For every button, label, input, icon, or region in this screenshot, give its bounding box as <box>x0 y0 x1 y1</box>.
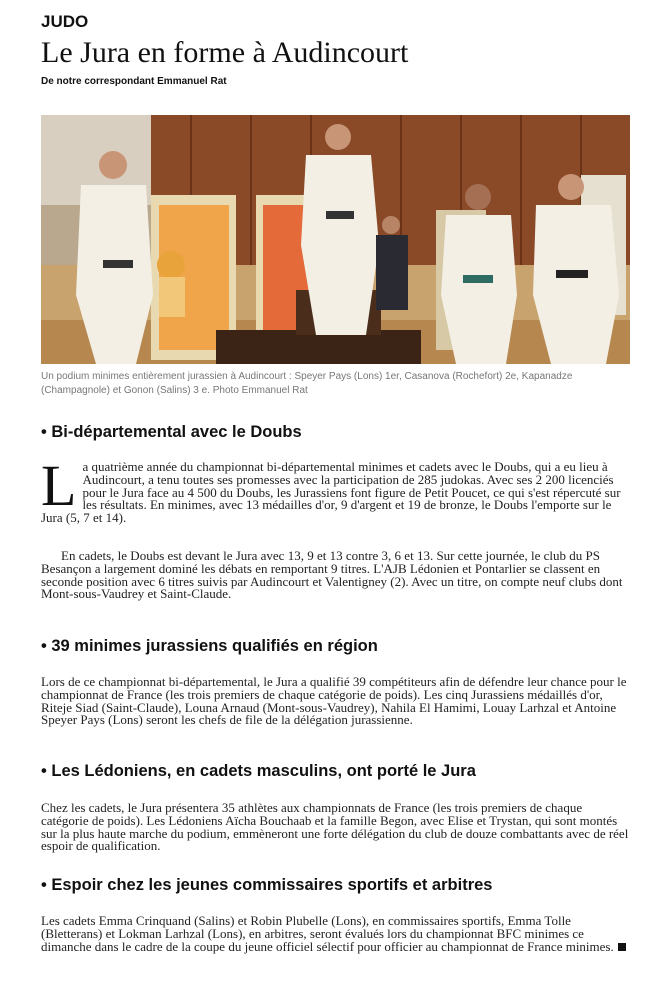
drop-cap: L <box>41 453 77 518</box>
section-1-paragraph-1-text: a quatrième année du championnat bi-départemental minimes et cadets avec le Doubs, qui a eu lieu à Audincourt, a tenu toutes ses promesses avec la participation de 285 judokas. Avec ses 2 200 licenciés pour le Jura face au 4 500 du Doubs, les Jurassiens font figure de Petit Poucet, ce qui s'est répercuté sur les résultats. En minimes, avec 13 médailles d'or, 9 d'argent et 19 de bronze, le Doubs l'emporte sur le Jura (5, 7 et 14). <box>41 459 621 526</box>
end-of-article-mark <box>618 943 626 951</box>
section-2-paragraph-1: Lors de ce championnat bi-départemental, le Jura a qualifié 39 compétiteurs afin de défendre leur chance pour le championnat de France (les trois premiers de chaque catégorie de poids). Les cinq Jurassiens médaillés d'or, Riteje Siad (Saint-Claude), Louna Arnaud (Mont-sous-Vaudrey), Nahila El Hamimi, Louay Larhzal et Antoine Speyer Pays (Lons) seront les chefs de file de la délégation jurassienne. <box>41 674 627 728</box>
section-heading-bi-departemental: • Bi-départemental avec le Doubs <box>41 423 302 441</box>
section-1-paragraph-2: En cadets, le Doubs est devant le Jura avec 13, 9 et 13 contre 3, 6 et 13. Sur cette journée, le club du PS Besançon a largement dominé les débats en remportant 9 titres. L'AJB Lédonien et Pontarlier se classent en seconde position avec 6 titres suivis par Audincourt et Valentigney (2). Avec un titre, on compte neuf clubs dont Mont-sous-Vaudrey et Saint-Claude. <box>41 548 623 602</box>
section-4-paragraph-1 <box>41 915 631 953</box>
photo-caption: Un podium minimes entièrement jurassien à Audincourt : Speyer Pays (Lons) 1er, Casanova (Rochefort) 2e, Kapanadze (Champagnole) et Gonon (Salins) 3 e. Photo Emmanuel Rat <box>41 371 573 396</box>
section-heading-jeunes-commissaires: • Espoir chez les jeunes commissaires sportifs et arbitres <box>41 876 493 894</box>
section-3-paragraph-1: Chez les cadets, le Jura présentera 35 athlètes aux championnats de France (les trois premiers de chaque catégorie de poids). Les Lédoniens Aïcha Bouchaab et la famille Begon, avec Elise et Trystan, qui sont montés sur la plus haute marche du podium, emmèneront une forte délégation du club de douze combattants avec de réel espoir de qualification. <box>41 800 629 854</box>
article-byline: De notre correspondant Emmanuel Rat <box>41 76 227 87</box>
podium-photo <box>41 115 630 364</box>
section-1-paragraph-1 <box>41 453 631 526</box>
section-heading-ledoniens-cadets: • Les Lédoniens, en cadets masculins, ont porté le Jura <box>41 762 476 780</box>
article-title: Le Jura en forme à Audincourt <box>41 36 409 69</box>
section-heading-minimes-qualifies: • 39 minimes jurassiens qualifiés en région <box>41 637 378 655</box>
section-4-paragraph-1-text: Les cadets Emma Crinquand (Salins) et Robin Plubelle (Lons), en commissaires sportifs, Emma Tolle (Bletterans) et Lokman Larhzal (Lons), en arbitres, seront évalués lors du championnat BFC minimes ce dimanche dans le cadre de la coupe du jeune officiel sélectif pour officier au championnat de France minimes. <box>41 913 614 954</box>
section-rubric: JUDO <box>41 12 89 31</box>
